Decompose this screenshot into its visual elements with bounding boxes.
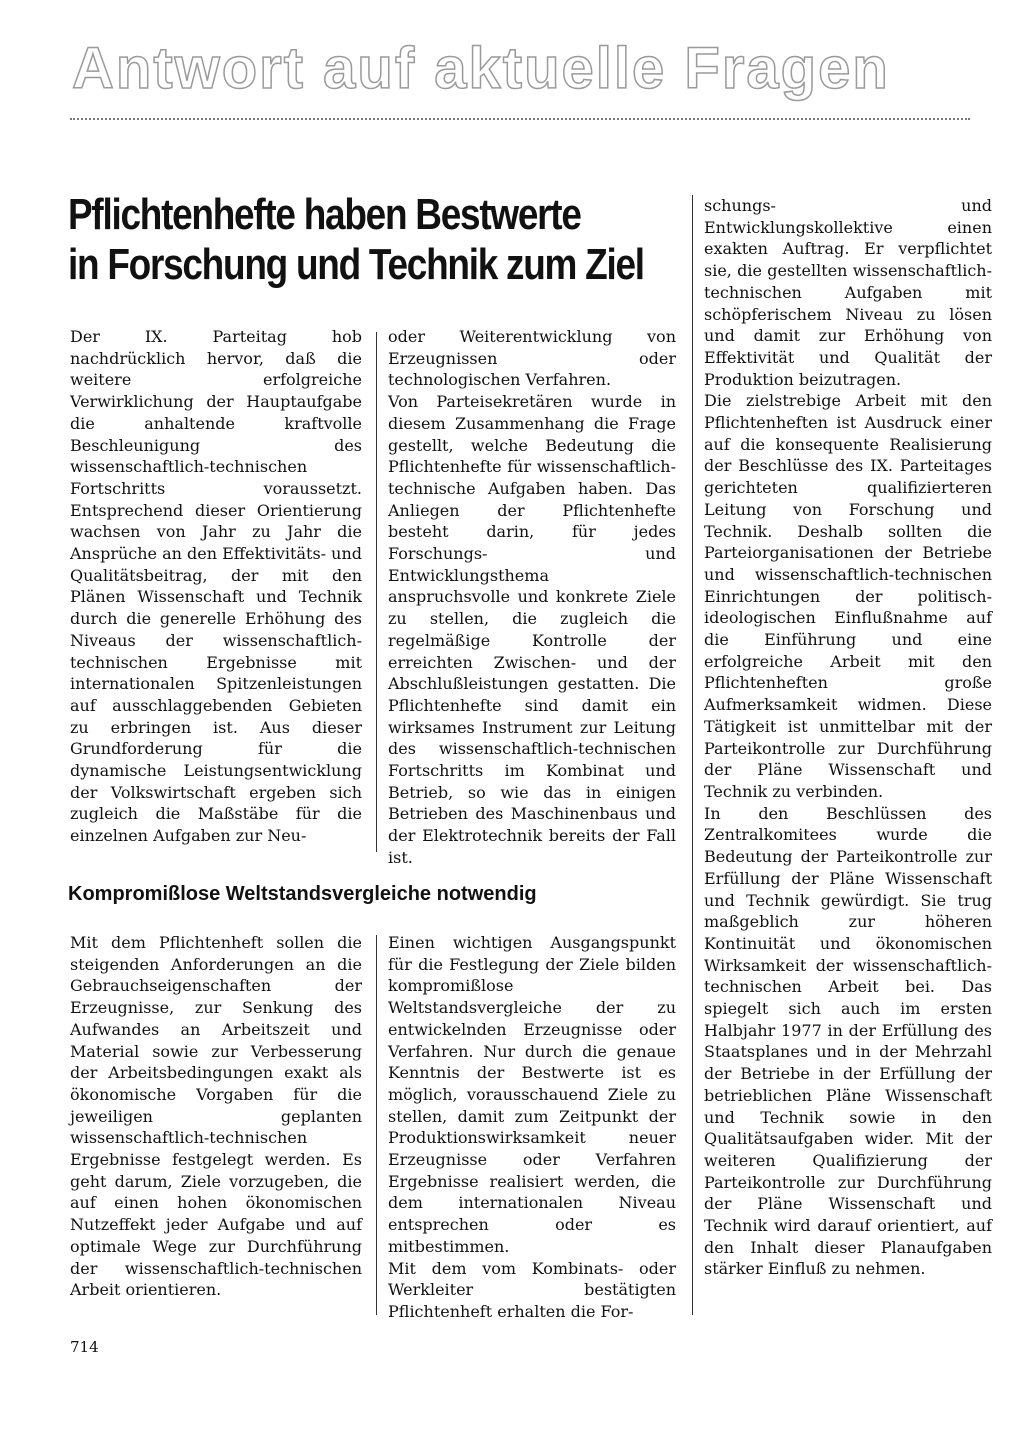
article-title — [68, 190, 644, 290]
paragraph: In den Beschlüssen des Zentralkomitees wurde die Bedeutung der Parteikontrolle zur Erfüllung der Pläne Wissenschaft und Technik gewürdigt. Sie trug maßgeblich zur höheren Kontinuität und ökonomischen Wirksamkeit der wissenschaftlich-technischen Arbeit bei. Das spiegelt sich auch im ersten Halbjahr 1977 in der Erfüllung des Staatsplanes und in der Mehrzahl der Betriebe in der Erfüllung der betrieblichen Pläne Wissenschaft und Technik sowie in den Qualitätsaufgaben wider. Mit der weiteren Qualifizierung der Parteikontrolle zur Durchführung der Pläne Wissenschaft und Technik wird darauf orientiert, auf den Inhalt dieser Planaufgaben stärker Einfluß zu nehmen. — [704, 803, 992, 1279]
paragraph: Von Parteisekretären wurde in diesem Zusammenhang die Frage gestellt, welche Bedeutung die Pflichtenhefte für wissenschaftlich-technische Aufgaben haben. Das Anliegen der Pflichtenhefte besteht darin, für jedes Forschungs- und Entwicklungsthema anspruchsvolle und konkrete Ziele zu stellen, die zugleich die regelmäßige Kontrolle der erreichten Zwischen- und der Abschlußleistungen gestatten. Die Pflichtenhefte sind damit ein wirksames Instrument zur Leitung des wissenschaftlich-technischen Fortschritts im Kombinat und Betrieb, so wie das in einigen Betrieben des Maschinenbaus und der Elektrotechnik bereits der Fall ist. — [388, 392, 676, 867]
paragraph: Die zielstrebige Arbeit mit den Pflichtenheften ist Ausdruck einer auf die konsequente Realisierung der Beschlüsse des IX. Parteitages gerichteten qualifizierteren Leitung von Forschung und Technik. Deshalb sollten die Parteiorganisationen der Betriebe und wissenschaftlich-technischen Einrichtungen der politisch-ideologischen Einflußnahme auf die Einführung und eine erfolgreiche Arbeit mit den Pflichtenheften große Aufmerksamkeit widmen. Diese Tätigkeit ist unmittelbar mit der Parteikontrolle zur Durchführung der Pläne Wissenschaft und Technik zu verbinden. — [704, 391, 992, 801]
article-title-line-1: Pflichtenhefte haben Bestwerte — [68, 190, 581, 239]
column-3 — [704, 195, 992, 1280]
section-subheading: Kompromißlose Weltstandsvergleiche notwendig — [68, 883, 537, 905]
paragraph: oder Weiterentwicklung von Erzeugnissen oder technologischen Verfahren. — [388, 327, 676, 390]
column-divider — [692, 195, 693, 1315]
article-title-line-2: in Forschung und Technik zum Ziel — [68, 240, 644, 289]
column-divider — [376, 935, 377, 1315]
column-divider — [376, 332, 377, 852]
paragraph: Der IX. Parteitag hob nachdrücklich hervor, daß die weitere erfolgreiche Verwirklichung der Hauptaufgabe die anhaltende kraftvolle Beschleunigung des wissenschaftlich-technischen Fortschritts voraussetzt. Entsprechend dieser Orientierung wachsen von Jahr zu Jahr die Ansprüche an den Effektivitäts- und Qualitätsbeitrag, der mit den Plänen Wissenschaft und Technik durch die generelle Erhöhung des Niveaus der wissenschaftlich-technischen Ergebnisse mit internationalen Spitzenleistungen auf ausschlaggebenden Gebieten zu erbringen ist. Aus dieser Grundforderung für die dynamische Leistungsentwicklung der Volkswirtschaft ergeben sich zugleich die Maßstäbe für die einzelnen Aufgaben zur Neu- — [70, 327, 362, 846]
column-2-top — [388, 326, 676, 869]
paragraph: Mit dem Pflichtenheft sollen die steigenden Anforderungen an die Gebrauchseigenschaften der Erzeugnisse, zur Senkung des Aufwandes an Arbeitszeit und Material sowie zur Verbesserung der Arbeitsbedingungen exakt als ökonomische Vorgaben für die jeweiligen geplanten wissenschaftlich-technischen Ergebnisse festgelegt werden. Es geht darum, Ziele vorzugeben, die auf einen hohen ökonomischen Nutzeffekt jeder Aufgabe und auf optimale Wege zur Durchführung der wissenschaftlich-technischen Arbeit orientieren. — [70, 933, 362, 1300]
column-1-top — [70, 326, 362, 847]
column-2-bottom — [388, 932, 676, 1323]
column-1-bottom — [70, 932, 362, 1301]
paragraph: schungs- und Entwicklungskollektive einen exakten Auftrag. Er verpflichtet sie, die gestellten wissenschaftlich-technischen Aufgaben mit schöpferischem Niveau zu lösen und damit zur Erhöhung von Effektivität und Qualität der Produktion beizutragen. — [704, 196, 992, 389]
section-header: Antwort auf aktuelle Fragen — [72, 36, 890, 101]
paragraph: Mit dem vom Kombinats- oder Werkleiter bestätigten Pflichtenheft erhalten die For- — [388, 1258, 676, 1321]
paragraph: Einen wichtigen Ausgangspunkt für die Festlegung der Ziele bilden kompromißlose Weltstandsvergleiche der zu entwickelnden Erzeugnisse oder Verfahren. Nur durch die genaue Kenntnis der Bestwerte ist es möglich, vorausschauend Ziele zu stellen, damit zum Zeitpunkt der Produktionswirksamkeit neuer Erzeugnisse oder Verfahren Ergebnisse realisiert werden, die dem internationalen Niveau entsprechen oder es mitbestimmen. — [388, 933, 676, 1256]
header-divider — [70, 118, 970, 120]
page-number: 714 — [70, 1338, 99, 1356]
